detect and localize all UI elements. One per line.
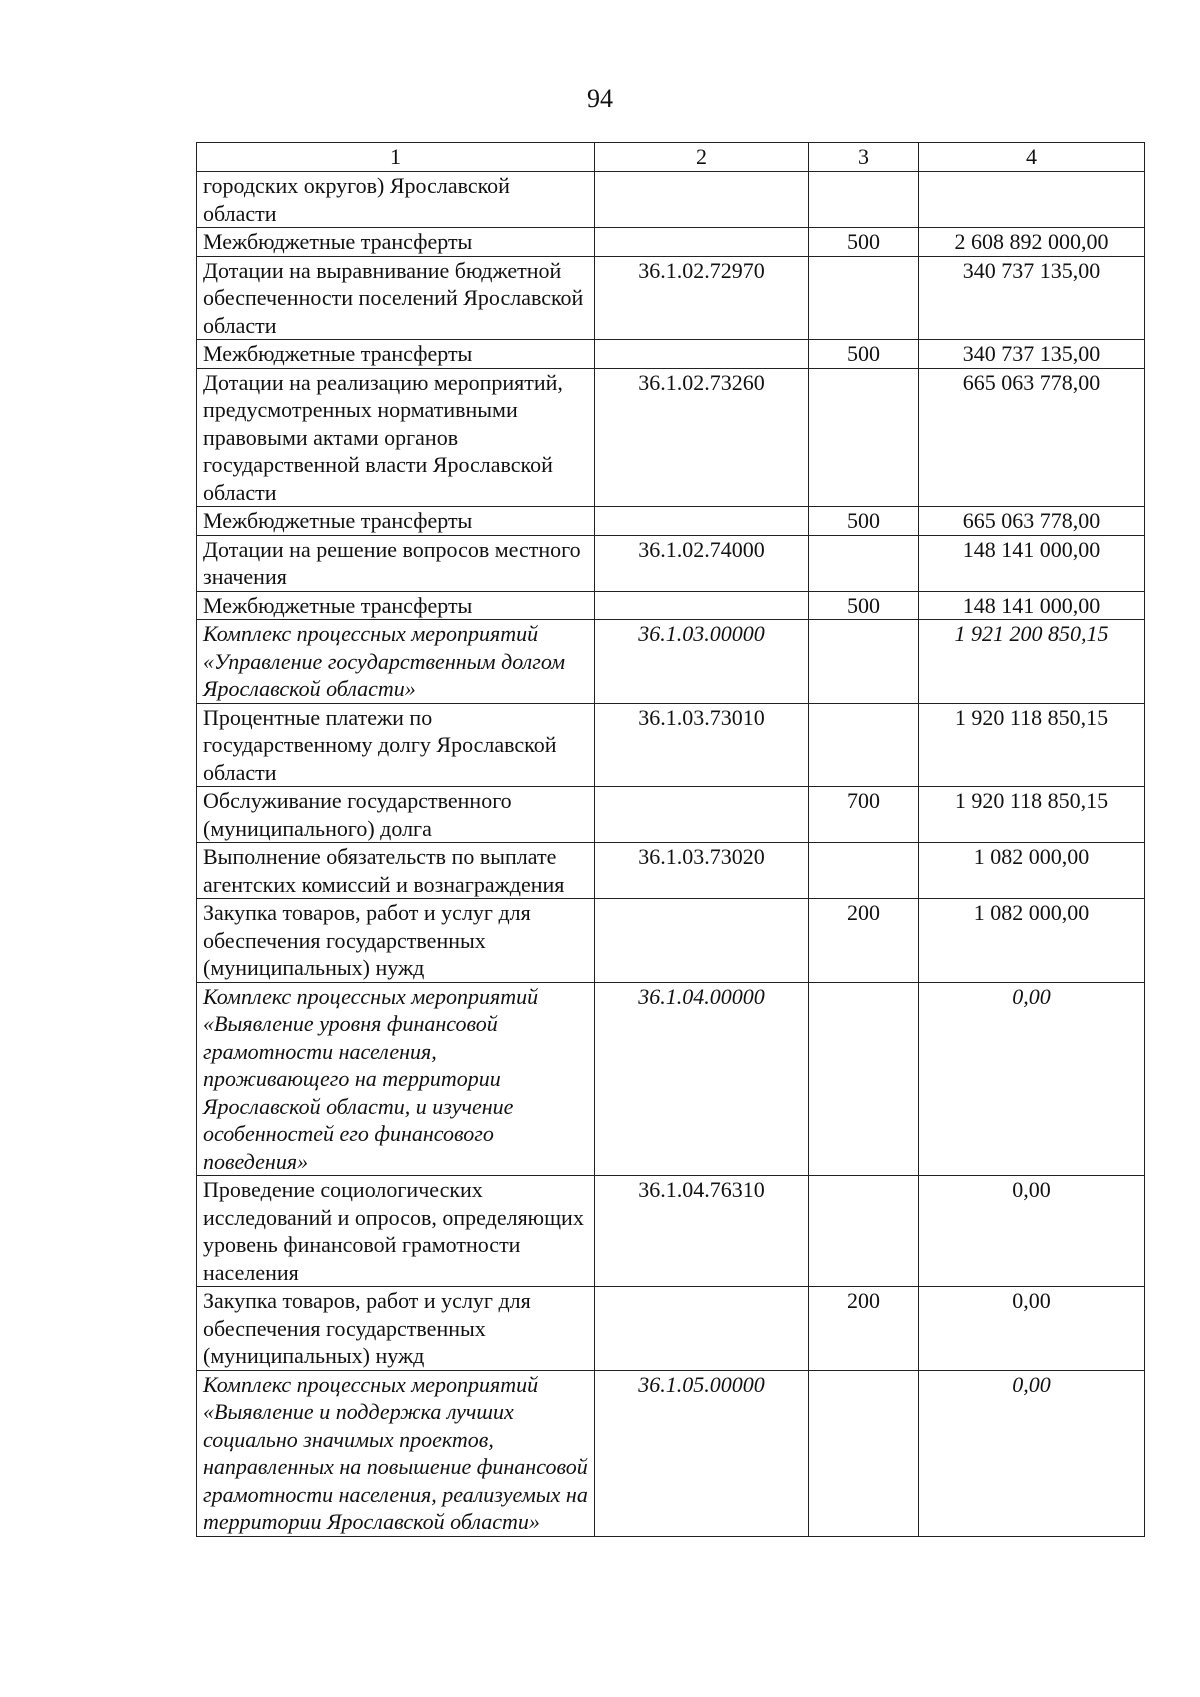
row-code-cell: 36.1.02.72970 <box>595 256 809 340</box>
row-expense-type-cell: 700 <box>809 787 919 843</box>
header-cell-4: 4 <box>919 143 1145 172</box>
row-code-cell: 36.1.03.00000 <box>595 620 809 704</box>
row-expense-type-cell: 500 <box>809 591 919 620</box>
row-expense-type-cell: 500 <box>809 340 919 369</box>
row-amount-cell: 1 920 118 850,15 <box>919 787 1145 843</box>
row-code-cell <box>595 507 809 536</box>
row-amount-cell: 340 737 135,00 <box>919 256 1145 340</box>
row-expense-type-cell <box>809 1370 919 1536</box>
table-row <box>197 256 1145 340</box>
row-name-cell: Комплекс процессных мероприятий «Управление государственным долгом Ярославской области» <box>197 620 595 704</box>
row-code-cell <box>595 228 809 257</box>
table-row <box>197 1370 1145 1536</box>
row-name-cell: Закупка товаров, работ и услуг для обеспечения государственных (муниципальных) нужд <box>197 899 595 983</box>
row-code-cell: 36.1.02.73260 <box>595 368 809 507</box>
row-amount-cell: 0,00 <box>919 982 1145 1176</box>
row-code-cell: 36.1.05.00000 <box>595 1370 809 1536</box>
row-amount-cell: 665 063 778,00 <box>919 368 1145 507</box>
budget-table <box>196 142 1145 1537</box>
row-name-cell: Обслуживание государственного (муниципального) долга <box>197 787 595 843</box>
table-row <box>197 1176 1145 1287</box>
row-code-cell <box>595 172 809 228</box>
row-code-cell: 36.1.04.00000 <box>595 982 809 1176</box>
page-number: 94 <box>587 84 613 113</box>
row-name-cell: Комплекс процессных мероприятий «Выявление и поддержка лучших социально значимых проектов, направленных на повышение финансовой грамотности населения, реализуемых на территории Ярославской области» <box>197 1370 595 1536</box>
row-name-cell: Проведение социологических исследований и опросов, определяющих уровень финансовой грамотности населения <box>197 1176 595 1287</box>
row-name-cell: Межбюджетные трансферты <box>197 507 595 536</box>
row-expense-type-cell <box>809 982 919 1176</box>
row-code-cell: 36.1.02.74000 <box>595 535 809 591</box>
table-row <box>197 620 1145 704</box>
row-code-cell: 36.1.03.73020 <box>595 843 809 899</box>
row-expense-type-cell: 200 <box>809 899 919 983</box>
row-name-cell: Дотации на реализацию мероприятий, предусмотренных нормативными правовыми актами органов государственной власти Ярославской области <box>197 368 595 507</box>
table-row <box>197 982 1145 1176</box>
row-name-cell: Межбюджетные трансферты <box>197 340 595 369</box>
row-name-cell: городских округов) Ярославской области <box>197 172 595 228</box>
table-row <box>197 703 1145 787</box>
row-code-cell: 36.1.04.76310 <box>595 1176 809 1287</box>
row-name-cell: Межбюджетные трансферты <box>197 591 595 620</box>
row-expense-type-cell <box>809 1176 919 1287</box>
row-amount-cell: 1 921 200 850,15 <box>919 620 1145 704</box>
row-expense-type-cell <box>809 843 919 899</box>
table-row <box>197 535 1145 591</box>
row-amount-cell: 2 608 892 000,00 <box>919 228 1145 257</box>
row-expense-type-cell: 500 <box>809 507 919 536</box>
row-amount-cell: 1 082 000,00 <box>919 899 1145 983</box>
row-name-cell: Дотации на решение вопросов местного значения <box>197 535 595 591</box>
table-row <box>197 843 1145 899</box>
table-row <box>197 368 1145 507</box>
row-amount-cell: 1 082 000,00 <box>919 843 1145 899</box>
row-code-cell: 36.1.03.73010 <box>595 703 809 787</box>
row-name-cell: Межбюджетные трансферты <box>197 228 595 257</box>
row-code-cell <box>595 899 809 983</box>
row-expense-type-cell: 500 <box>809 228 919 257</box>
table-row <box>197 172 1145 228</box>
table-row <box>197 899 1145 983</box>
row-expense-type-cell <box>809 256 919 340</box>
row-name-cell: Процентные платежи по государственному долгу Ярославской области <box>197 703 595 787</box>
table-row <box>197 1287 1145 1371</box>
row-code-cell <box>595 1287 809 1371</box>
row-amount-cell: 0,00 <box>919 1370 1145 1536</box>
row-code-cell <box>595 340 809 369</box>
row-amount-cell: 1 920 118 850,15 <box>919 703 1145 787</box>
row-expense-type-cell <box>809 620 919 704</box>
table-row <box>197 787 1145 843</box>
row-expense-type-cell: 200 <box>809 1287 919 1371</box>
header-cell-2: 2 <box>595 143 809 172</box>
row-amount-cell: 148 141 000,00 <box>919 535 1145 591</box>
row-amount-cell <box>919 172 1145 228</box>
row-name-cell: Закупка товаров, работ и услуг для обеспечения государственных (муниципальных) нужд <box>197 1287 595 1371</box>
row-amount-cell: 340 737 135,00 <box>919 340 1145 369</box>
table-header-row <box>197 143 1145 172</box>
row-expense-type-cell <box>809 535 919 591</box>
row-amount-cell: 148 141 000,00 <box>919 591 1145 620</box>
row-name-cell: Дотации на выравнивание бюджетной обеспеченности поселений Ярославской области <box>197 256 595 340</box>
row-amount-cell: 665 063 778,00 <box>919 507 1145 536</box>
row-name-cell: Выполнение обязательств по выплате агентских комиссий и вознаграждения <box>197 843 595 899</box>
table-row <box>197 591 1145 620</box>
row-amount-cell: 0,00 <box>919 1287 1145 1371</box>
row-expense-type-cell <box>809 703 919 787</box>
table-row <box>197 228 1145 257</box>
table-row <box>197 507 1145 536</box>
row-amount-cell: 0,00 <box>919 1176 1145 1287</box>
row-name-cell: Комплекс процессных мероприятий «Выявление уровня финансовой грамотности населения, проживающего на территории Ярославской области, и изучение особенностей его финансового поведения» <box>197 982 595 1176</box>
row-expense-type-cell <box>809 172 919 228</box>
table-row <box>197 340 1145 369</box>
header-cell-3: 3 <box>809 143 919 172</box>
row-expense-type-cell <box>809 368 919 507</box>
row-code-cell <box>595 787 809 843</box>
row-code-cell <box>595 591 809 620</box>
header-cell-1: 1 <box>197 143 595 172</box>
